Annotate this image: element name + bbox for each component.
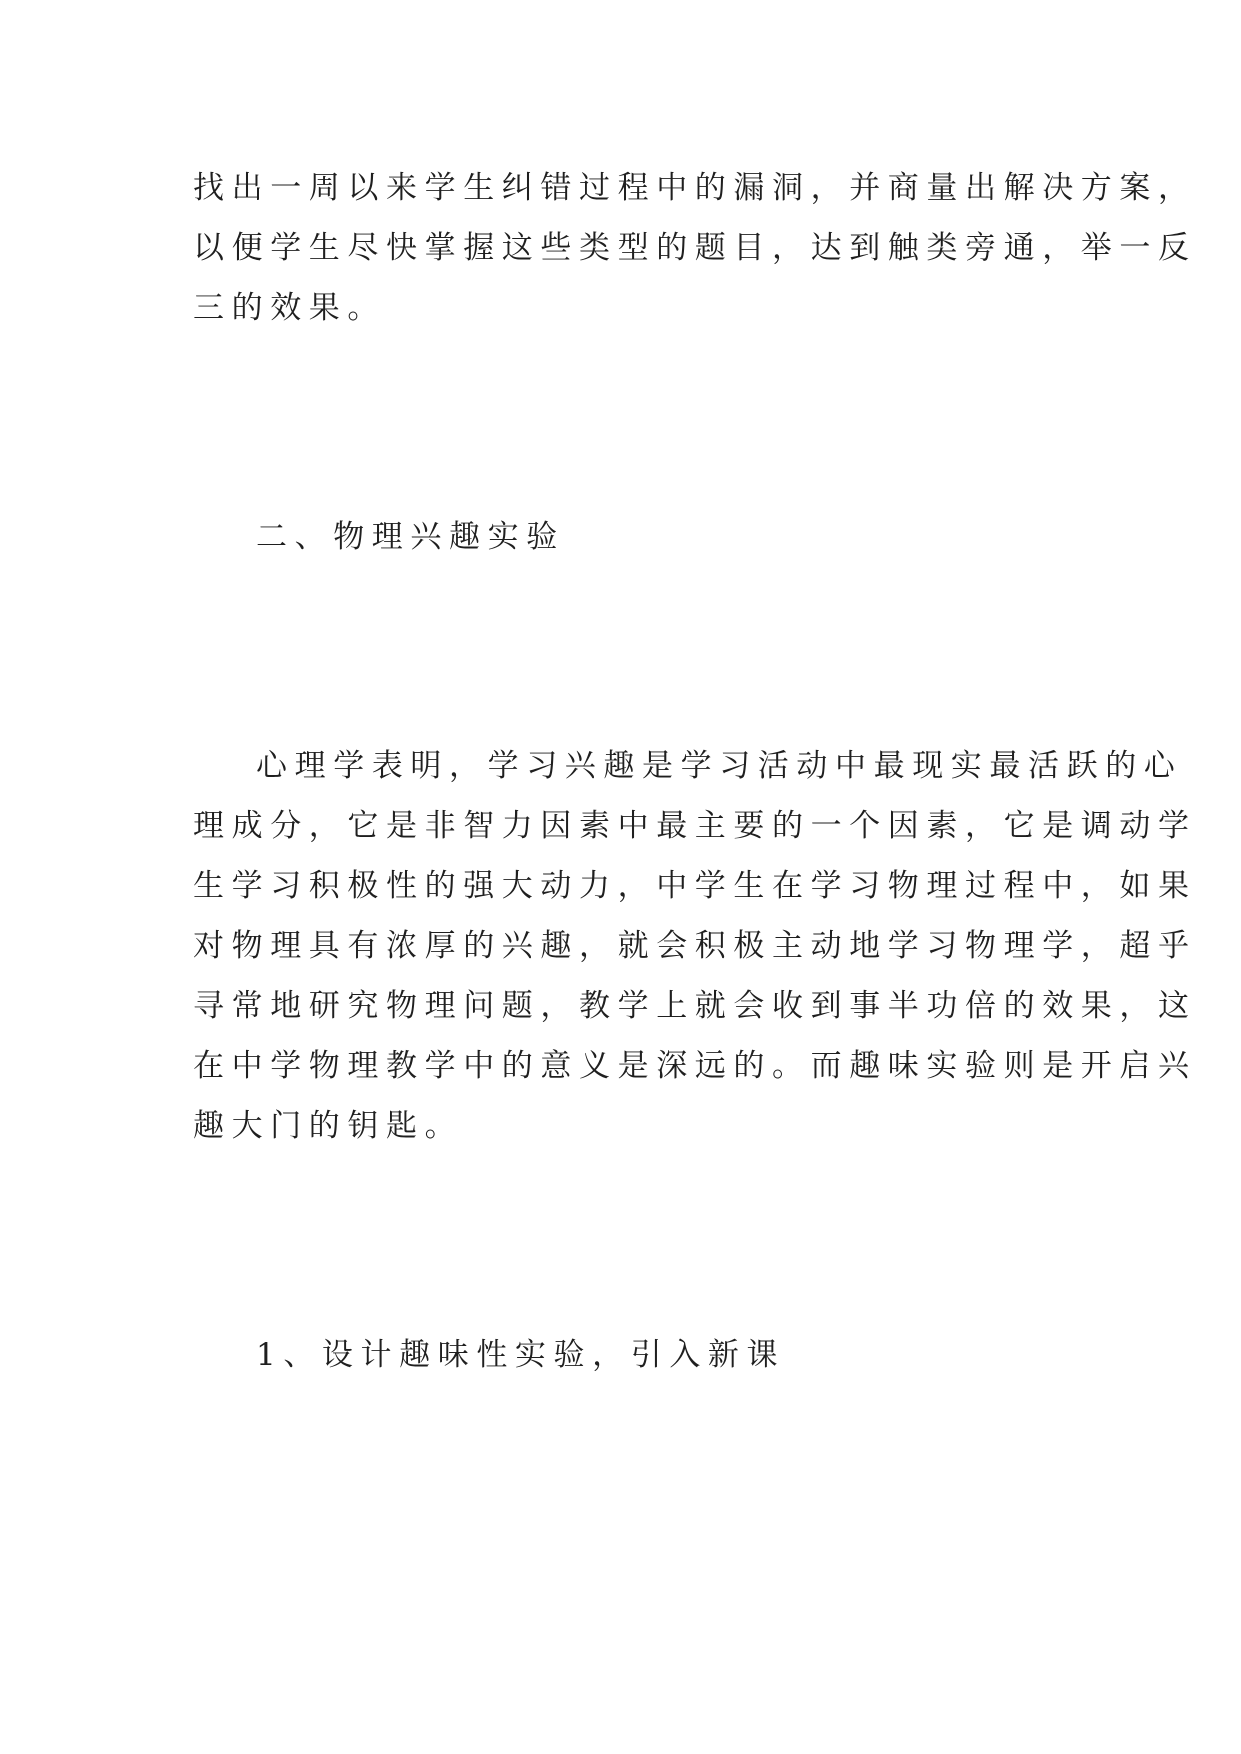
paragraph-line: 对物理具有浓厚的兴趣，就会积极主动地学习物理学，超乎 xyxy=(193,928,1197,964)
paragraph-line: 找出一周以来学生纠错过程中的漏洞，并商量出解决方案， xyxy=(193,170,1197,206)
section-heading: 二、物理兴趣实验 xyxy=(256,519,565,555)
paragraph-line: 心理学表明，学习兴趣是学习活动中最现实最活跃的心 xyxy=(256,748,1183,784)
paragraph-line: 趣大门的钥匙。 xyxy=(193,1108,464,1144)
paragraph-line: 寻常地研究物理问题，教学上就会收到事半功倍的效果，这 xyxy=(193,988,1197,1024)
subsection-heading: 1、设计趣味性实验，引入新课 xyxy=(256,1337,786,1373)
paragraph-line: 三的效果。 xyxy=(193,290,386,326)
paragraph-line: 在中学物理教学中的意义是深远的。而趣味实验则是开启兴 xyxy=(193,1048,1197,1084)
paragraph-line: 理成分，它是非智力因素中最主要的一个因素，它是调动学 xyxy=(193,808,1197,844)
paragraph-line: 以便学生尽快掌握这些类型的题目，达到触类旁通，举一反 xyxy=(193,230,1197,266)
paragraph-line: 生学习积极性的强大动力，中学生在学习物理过程中，如果 xyxy=(193,868,1197,904)
